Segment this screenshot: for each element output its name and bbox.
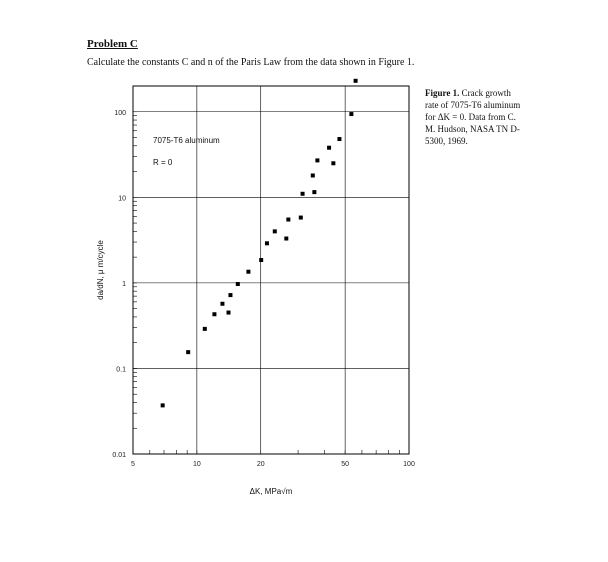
y-axis-label: da/dN, μ m/cycle xyxy=(96,240,105,300)
y-tick-label: 0.1 xyxy=(116,366,126,374)
x-tick-label: 50 xyxy=(341,461,350,468)
data-point xyxy=(227,311,231,315)
problem-prompt: Calculate the constants C and n of the Paris Law from the data shown in Figure 1. xyxy=(87,57,415,68)
data-point xyxy=(327,146,331,150)
data-point xyxy=(220,302,224,306)
annotation-material: 7075-T6 aluminum xyxy=(153,136,220,145)
x-tick-label: 10 xyxy=(192,461,201,468)
data-point xyxy=(284,237,288,241)
figure-caption xyxy=(425,87,525,147)
x-axis-label: ΔK, MPa√m xyxy=(249,487,293,496)
y-tick-label: 0.01 xyxy=(112,452,126,459)
data-point xyxy=(299,216,303,220)
problem-heading: Problem C xyxy=(87,38,138,50)
x-tick-label: 20 xyxy=(256,461,265,468)
data-point xyxy=(331,161,335,165)
x-tick-label: 100 xyxy=(403,461,415,468)
data-point xyxy=(312,190,316,194)
data-point xyxy=(203,327,207,331)
data-point xyxy=(349,112,353,116)
data-points xyxy=(161,79,358,408)
data-point xyxy=(354,79,358,83)
data-point xyxy=(259,258,263,262)
data-point xyxy=(265,241,269,245)
data-point xyxy=(186,350,190,354)
data-point xyxy=(301,192,305,196)
data-point xyxy=(273,229,277,233)
y-tick-label: 100 xyxy=(114,109,126,117)
data-point xyxy=(311,173,315,177)
caption-label: Figure 1. xyxy=(425,88,460,98)
data-point xyxy=(161,403,165,407)
data-point xyxy=(246,270,250,274)
annotation-r-ratio: R = 0 xyxy=(153,158,173,167)
x-tick-label: 5 xyxy=(131,461,135,468)
data-point xyxy=(212,312,216,316)
y-tick-label: 10 xyxy=(118,195,126,203)
data-point xyxy=(286,218,290,222)
caption-text: Crack growth rate of 7075-T6 aluminum for ΔK = 0. Data from C. M. Hudson, NASA TN D-5300, 1969. xyxy=(425,88,521,146)
y-tick-label: 1 xyxy=(122,280,126,288)
data-point xyxy=(236,282,240,286)
x-tick-labels xyxy=(131,461,415,468)
data-point xyxy=(337,137,341,141)
y-tick-labels xyxy=(112,110,126,459)
data-point xyxy=(228,293,232,297)
data-point xyxy=(315,158,319,162)
